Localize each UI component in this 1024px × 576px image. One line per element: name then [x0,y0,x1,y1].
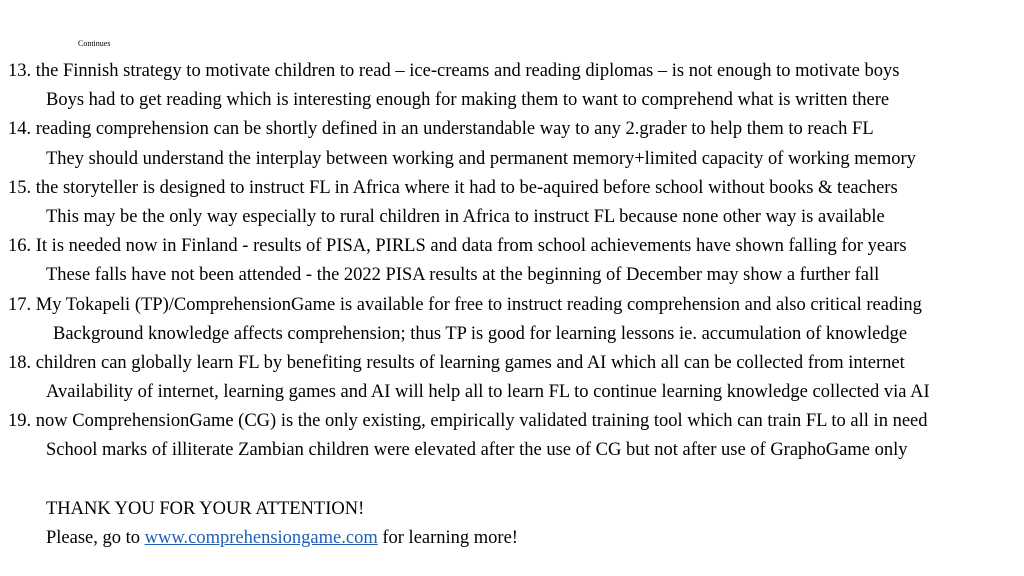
statement-main: 19. now ComprehensionGame (CG) is the only existing, empirically validated training tool which can train FL to all in need [8,411,928,432]
statement-main: 14. reading comprehension can be shortly defined in an understandable way to any 2.grader to help them to reach FL [8,119,874,140]
list-item-15 [0,174,1024,232]
closing-suffix: for learning more! [377,528,518,548]
statement-detail: This may be the only way especially to rural children in Africa to instruct FL because none other way is available [46,206,885,227]
statement-list [0,57,1024,553]
statement-detail: These falls have not been attended - the 2022 PISA results at the beginning of December may show a further fall [46,265,880,286]
statement-detail: School marks of illiterate Zambian children were elevated after the use of CG but not after use of GraphoGame only [46,440,908,461]
statement-detail: Boys had to get reading which is interesting enough for making them to want to comprehend what is written there [46,90,890,111]
closing-prefix: Please, go to [46,528,145,548]
closing-line [0,524,1024,553]
thank-you-text: THANK YOU FOR YOUR ATTENTION! [46,498,365,519]
spacer [0,466,1024,495]
statement-detail: Availability of internet, learning games and AI will help all to learn FL to continue learning knowledge collected via AI [46,382,930,403]
statement-main: 16. It is needed now in Finland - results of PISA, PIRLS and data from school achievements have shown falling for years [8,236,907,257]
list-item-19 [0,407,1024,465]
continues-label: Continues [78,39,111,48]
statement-main: 18. children can globally learn FL by benefiting results of learning games and AI which all can be collected from internet [8,352,905,373]
statement-main: 17. My Tokapeli (TP)/ComprehensionGame is available for free to instruct reading comprehension and also critical reading [8,294,922,315]
website-link[interactable]: www.comprehensiongame.com [144,528,378,548]
statement-detail: Background knowledge affects comprehension; thus TP is good for learning lessons ie. accumulation of knowledge [53,323,908,344]
list-item-16 [0,232,1024,290]
list-item-17 [0,291,1024,349]
list-item-13 [0,57,1024,115]
list-item-18 [0,349,1024,407]
list-item-14 [0,115,1024,173]
statement-main: 13. the Finnish strategy to motivate children to read – ice-creams and reading diplomas – is not enough to motivate boys [8,61,900,81]
statement-main: 15. the storyteller is designed to instruct FL in Africa where it had to be-aquired before school without books & teachers [8,177,898,198]
statement-detail: They should understand the interplay between working and permanent memory+limited capacity of working memory [46,148,916,169]
